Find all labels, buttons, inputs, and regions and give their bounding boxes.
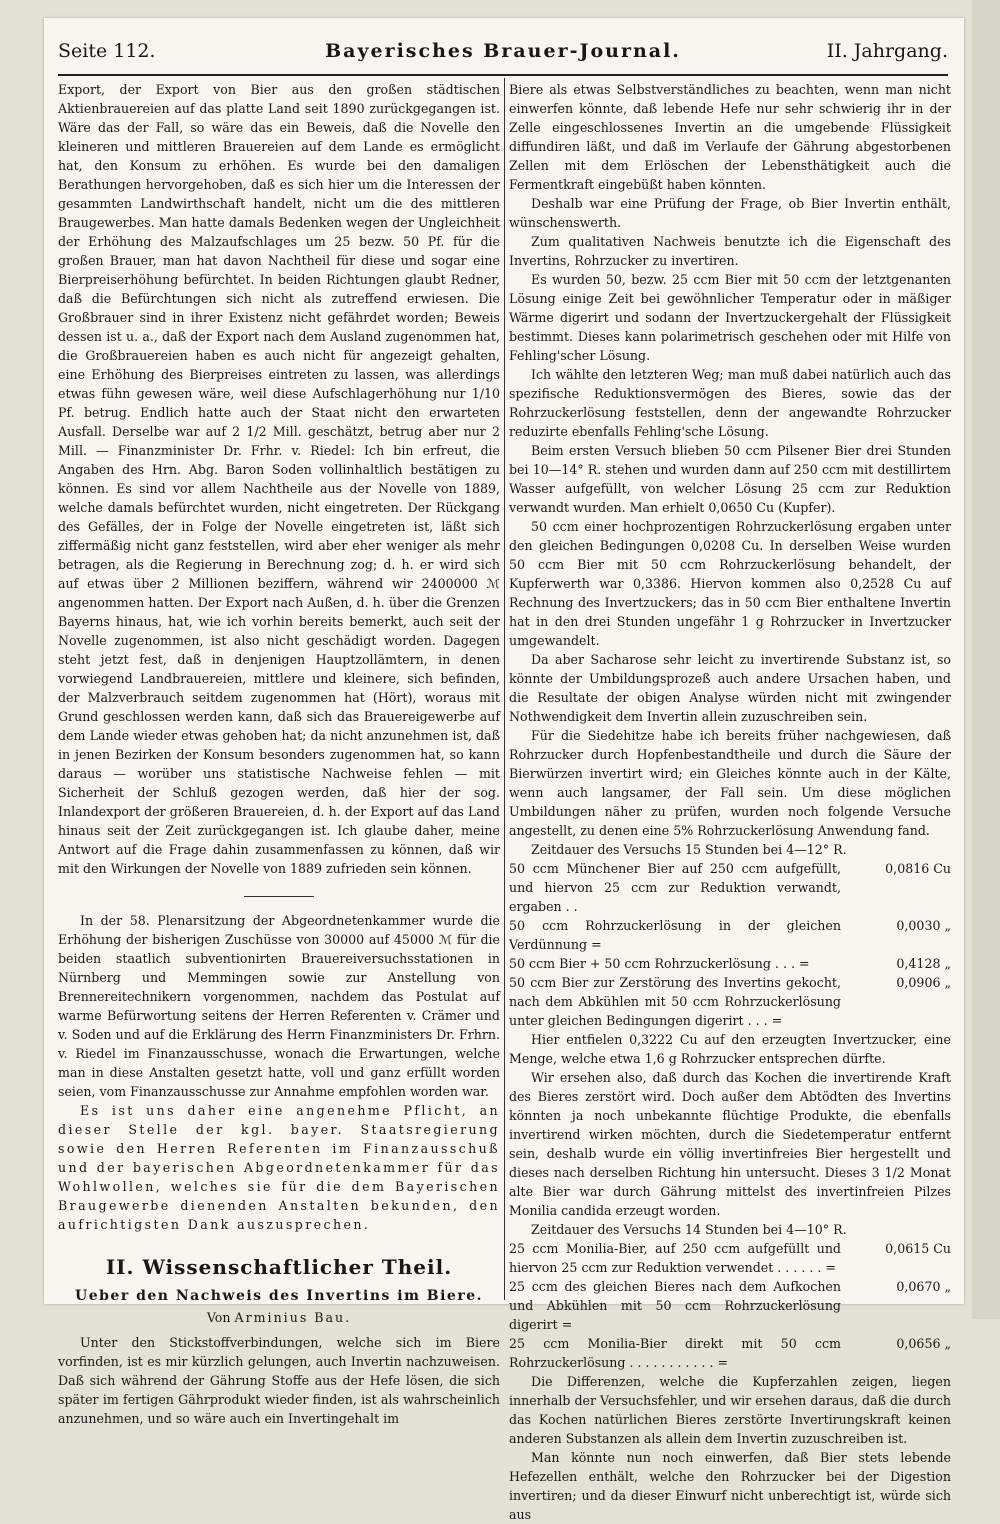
result-label: 50 ccm Münchener Bier auf 250 ccm aufgefüllt, und hiervon 25 ccm zur Reduktion verwandt, ergaben . .: [509, 861, 841, 914]
result-row: [509, 916, 951, 954]
experiment-2-title: Zeitdauer des Versuchs 14 Stunden bei 4—10° R.: [531, 1222, 847, 1237]
result-label: 50 ccm Bier + 50 ccm Rohrzuckerlösung . . . =: [509, 956, 810, 971]
column-divider: [504, 78, 505, 1300]
result-value: 0,4128 „: [896, 956, 951, 971]
paragraph: 50 ccm einer hochprozentigen Rohrzuckerlösung ergaben unter den gleichen Bedingungen 0,0208 Cu. In derselben Weise wurden 50 ccm Bier mit 50 ccm Rohrzuckerlösung behandelt, der Kupferwerth war 0,3386. Hiervon kommen also 0,2528 Cu auf Rechnung des Invertzuckers; das in 50 ccm Bier enthaltene Invertin hat in den drei Stunden ungefähr 1 g Rohrzucker in Invertzucker umgewandelt.: [509, 519, 951, 648]
journal-title: Bayerisches Brauer-Journal.: [325, 40, 681, 62]
newspaper-page: [44, 18, 964, 1522]
paragraph: Ich wählte den letzteren Weg; man muß dabei natürlich auch das spezifische Reduktionsvermögen des Bieres, sowie das der Rohrzuckerlösung feststellen, denn der angewandte Rohrzucker reduzirte ebenfalls Fehling'sche Lösung.: [509, 367, 951, 439]
byline-author: Arminius Bau.: [234, 1310, 352, 1325]
paragraph-acknowledgement: Es ist uns daher eine angenehme Pflicht, an dieser Stelle der kgl. bayer. Staatsregierung sowie den Herren Referenten im Finanzausschuß und der bayerischen Abgeordnetenkammer für das Wohlwollen, welches sie für die dem Bayerischen Braugewerbe dienenden Anstalten bekunden, den aufrichtigsten Dank auszusprechen.: [58, 1103, 500, 1232]
result-label: 25 ccm Monilia-Bier direkt mit 50 ccm Rohrzuckerlösung . . . . . . . . . . . =: [509, 1336, 841, 1370]
result-value: 0,0656 „: [896, 1336, 951, 1351]
result-label: 25 ccm Monilia-Bier, auf 250 ccm aufgefüllt und hiervon 25 ccm zur Reduktion verwendet . . . . . . =: [509, 1241, 841, 1275]
article-title: Ueber den Nachweis des Invertins im Biere.: [75, 1288, 483, 1304]
result-label: 25 ccm des gleichen Bieres nach dem Aufkochen und Abkühlen mit 50 ccm Rohrzuckerlösung digerirt =: [509, 1279, 841, 1332]
right-column: [509, 80, 951, 1524]
left-column: [58, 80, 500, 1428]
result-row: [509, 859, 951, 916]
paragraph: Zum qualitativen Nachweis benutzte ich die Eigenschaft des Invertins, Rohrzucker zu invertiren.: [509, 234, 951, 268]
result-label: 50 ccm Bier zur Zerstörung des Invertins gekocht, nach dem Abkühlen mit 50 ccm Rohrzuckerlösung unter gleichen Bedingungen digerirt . . . =: [509, 975, 841, 1028]
separator: [244, 886, 314, 897]
book-binding-edge: [972, 0, 1000, 1319]
byline: [58, 1308, 500, 1327]
paragraph: Deshalb war eine Prüfung der Frage, ob Bier Invertin enthält, wünschenswerth.: [509, 196, 951, 230]
paragraph: Für die Siedehitze habe ich bereits früher nachgewiesen, daß Rohrzucker durch Hopfenbestandtheile und durch die Säure der Bierwürzen invertirt wird; ein Gleiches könnte auch in der Kälte, wenn auch langsamer, der Fall sein. Um diese möglichen Umbildungen näher zu prüfen, wurden noch folgende Versuche angestellt, zu denen eine 5% Rohrzuckerlösung Anwendung fand.: [509, 728, 951, 838]
experiment-2-results: [509, 1239, 951, 1372]
experiment-1-title: Zeitdauer des Versuchs 15 Stunden bei 4—12° R.: [531, 842, 847, 857]
result-row: [509, 973, 951, 1030]
paragraph: Man könnte nun noch einwerfen, daß Bier stets lebende Hefezellen enthält, welche den Rohrzucker bei der Digestion invertiren; und da dieser Einwurf nicht unberechtigt ist, würde sich aus: [509, 1450, 951, 1522]
section-title: II. Wissenschaftlicher Theil.: [105, 1255, 453, 1279]
result-value: 0,0816 Cu: [885, 861, 951, 876]
paragraph: Die Differenzen, welche die Kupferzahlen zeigen, liegen innerhalb der Versuchsfehler, und wir ersehen daraus, daß die durch das Kochen natürlichen Bieres zerstörte Invertirungskraft keinen anderen Substanzen als allein dem Invertin zuzuschreiben ist.: [509, 1374, 951, 1446]
paragraph: Beim ersten Versuch blieben 50 ccm Pilsener Bier drei Stunden bei 10—14° R. stehen und wurden dann auf 250 ccm mit destillirtem Wasser aufgefüllt, von welcher Lösung 25 ccm zur Reduktion verwandt wurden. Man erhielt 0,0650 Cu (Kupfer).: [509, 443, 951, 515]
result-value: 0,0670 „: [896, 1279, 951, 1294]
result-row: [509, 1239, 951, 1277]
paragraph: Export, der Export von Bier aus den großen städtischen Aktienbrauereien auf das platte Land seit 1890 zurückgegangen ist. Wäre das der Fall, so wäre das ein Beweis, daß die Novelle den kleineren und mittleren Brauereien auf dem Lande es ermöglicht hat, den Konsum zu erhöhen. Es wurde bei den damaligen Berathungen hervorgehoben, daß es sich hier um die Interessen der gesammten Landwirthschaft handelt, nicht um die des mittleren Braugewerbes. Man hatte damals Bedenken wegen der Ungleichheit der Erhöhung des Malzaufschlages um 25 bezw. 50 Pf. für die großen Brauer, man hat davon Nachtheil für diese und sogar eine Bierpreiserhöhung befürchtet. In beiden Richtungen glaubt Redner, daß die Befürchtungen sich nicht als zutreffend erwiesen. Die Großbrauer sind in ihrer Existenz nicht gefährdet worden; Beweis dessen ist u. a., daß der Export nach dem Ausland zugenommen hat, die Großbrauereien haben es auch nicht für angezeigt gehalten, eine Erhöhung des Bierpreises eintreten zu lassen, was allerdings etwas fühn gewesen wäre, weil diese Aufschlagerhöhung nur 1/10 Pf. betrug. Endlich hatte auch der Staat nicht den erwarteten Ausfall. Derselbe war auf 2 1/2 Mill. geschätzt, betrug aber nur 2 Mill. — Finanzminister Dr. Frhr. v. Riedel: Ich bin erfreut, die Angaben des Hrn. Abg. Baron Soden vollinhaltlich bestätigen zu können. Es sind vor allem Nachtheile aus der Novelle von 1889, welche damals befürchtet wurden, nicht eingetreten. Der Rückgang des Gefälles, der in Folge der Novelle eingetreten ist, läßt sich ziffermäßig nicht ganz feststellen, wird aber eher weniger als mehr betragen, als die Regierung in Berechnung zog; d. h. er wird sich auf etwas über 2 Millionen beziffern, während wir 2400000 ℳ angenommen hatten. Der Export nach Außen, d. h. über die Grenzen Bayerns hinaus, hat, wie ich vorhin bereits bemerkt, auch seit der Novelle zugenommen, ist also nicht geschädigt worden. Dagegen steht jetzt fest, daß in denjenigen Hauptzollämtern, in denen vorwiegend Landbrauereien, mittlere und kleinere, sich befinden, der Malzverbrauch seitdem zugenommen hat (Hört), woraus mit Grund geschlossen werden kann, daß sich das Brauereigewerbe auf dem Lande wieder etwas gehoben hat; da nicht anzunehmen ist, daß in jenen Bezirken der Konsum besonders zugenommen hat, so kann daraus — worüber uns statistische Nachweise fehlen — mit Sicherheit der Schluß gezogen werden, daß hier der sog. Inlandexport der größeren Brauereien, d. h. der Export auf das Land hinaus seit der Zeit zurückgegangen ist. Ich glaube daher, meine Antwort auf die Frage dahin zusammenfassen zu können, daß wir mit den Wirkungen der Novelle von 1889 zufrieden sein können.: [58, 82, 500, 876]
experiment-1-results: [509, 859, 951, 1030]
paragraph: Es wurden 50, bezw. 25 ccm Bier mit 50 ccm der letztgenanten Lösung einige Zeit bei gewöhnlicher Temperatur oder in mäßiger Wärme digerirt und sodann der Invertzuckergehalt der Flüssigkeit bestimmt. Dieses kann polarimetrisch geschehen oder mit Hilfe von Fehling'scher Lösung.: [509, 272, 951, 363]
result-label: 50 ccm Rohrzuckerlösung in der gleichen Verdünnung =: [509, 918, 841, 952]
paragraph: Hier entfielen 0,3222 Cu auf den erzeugten Invertzucker, eine Menge, welche etwa 1,6 g Rohrzucker entsprechen dürfte.: [509, 1032, 951, 1066]
result-value: 0,0906 „: [896, 975, 951, 990]
result-row: [509, 1277, 951, 1334]
byline-prefix: Von: [206, 1310, 231, 1325]
result-value: 0,0030 „: [896, 918, 951, 933]
paragraph: Biere als etwas Selbstverständliches zu beachten, wenn man nicht einwerfen könnte, daß lebende Hefe nur sehr schwierig ihr in der Zelle eingeschlossenes Invertin an die umgebende Flüssigkeit diffundiren läßt, und daß im Verlaufe der Gährung abgestorbenen Zellen mit dem Erlöschen der Lebensthätigkeit auch die Fermentkraft eingebüßt haben könnten.: [509, 82, 951, 192]
page-number: Seite 112.: [58, 40, 156, 62]
paragraph: Wir ersehen also, daß durch das Kochen die invertirende Kraft des Bieres zerstört wird. Doch außer dem Abtödten des Invertins könnten ja noch unbekannte flüchtige Produkte, die ebenfalls invertirend wirken möchten, durch die Siedetemperatur entfernt sein, deshalb wurde ein völlig invertinfreies Bier hergestellt und dieses nach derselben Richtung hin untersucht. Dieses 3 1/2 Monat alte Bier war durch Gährung mittelst des invertinfreien Pilzes Monilia candida erzeugt worden.: [509, 1070, 951, 1218]
result-value: 0,0615 Cu: [885, 1241, 951, 1256]
result-row: [509, 1334, 951, 1372]
paragraph: In der 58. Plenarsitzung der Abgeordnetenkammer wurde die Erhöhung der bisherigen Zuschüsse von 30000 auf 45000 ℳ für die beiden staatlich subventionirten Brauereiversuchsstationen in Nürnberg und Memmingen sowie zur Anstellung von Brennereitechnikern vorgenommen, nachdem das Postulat auf warme Befürwortung seitens der Herren Referenten v. Crämer und v. Soden und auf die Erklärung des Herrn Finanzministers Dr. Frhrn. v. Riedel im Finanzausschusse, wonach die Erwartungen, welche man in diese Anstalten gesetzt hatte, voll und ganz erfüllt worden seien, vom Finanzausschusse zur Annahme empfohlen worden war.: [58, 913, 500, 1099]
volume-label: II. Jahrgang.: [826, 40, 948, 62]
header-rule: [58, 74, 948, 76]
paragraph: Unter den Stickstoffverbindungen, welche sich im Biere vorfinden, ist es mir kürzlich gelungen, auch Invertin nachzuweisen. Daß sich während der Gährung Stoffe aus der Hefe lösen, die sich später im fertigen Gährprodukt wieder finden, ist als wahrscheinlich anzunehmen, und so wäre auch ein Invertingehalt im: [58, 1335, 500, 1426]
result-row: [509, 954, 951, 973]
page-header: [58, 40, 948, 72]
paragraph: Da aber Sacharose sehr leicht zu invertirende Substanz ist, so könnte der Umbildungsprozeß auch andere Ursachen haben, und die Resultate der obigen Analyse würden nicht mit zwingender Nothwendigkeit dem Invertin allein zuzuschreiben sein.: [509, 652, 951, 724]
